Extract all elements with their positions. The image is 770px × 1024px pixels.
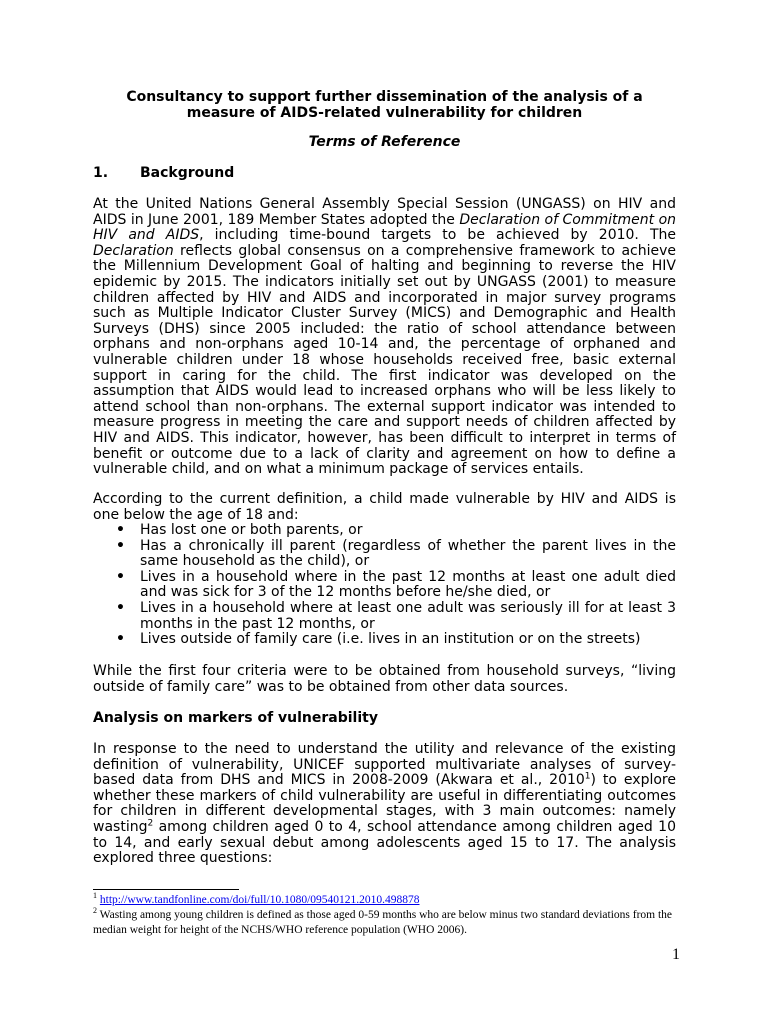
list-item bbox=[93, 570, 676, 601]
footnote-ref-1[interactable]: 1 bbox=[584, 771, 591, 782]
bullet-icon: • bbox=[116, 631, 125, 648]
text-run: , including time-bound targets to be achieved by 2010. The bbox=[199, 227, 676, 244]
section-title: Background bbox=[140, 165, 235, 181]
document-title bbox=[93, 89, 676, 121]
text-run: among children aged 0 to 4, school attendance among children aged 10 to 14, and early sexual debut among adolescents aged 15 to 17. The analysis explored three questions: bbox=[93, 818, 676, 867]
text-run: At the United Nations General Assembly Special Session (UNGASS) on HIV and AIDS in June 2001, 189 Member States adopted the bbox=[93, 196, 676, 228]
background-paragraph bbox=[93, 197, 676, 478]
list-item-text: Has a chronically ill parent (regardless of whether the parent lives in the same household as the child), or bbox=[140, 537, 676, 570]
text-run: reflects global consensus on a comprehensive framework to achieve the Millennium Development Goal of halting and beginning to reverse the HIV epidemic by 2015. The indicators initially set out by UNGASS (2001) to measure children affected by HIV and AIDS and incorporated in major survey programs such as Multiple Indicator Cluster Survey (MICS) and Demographic and Health Surveys (DHS) since 2005 included: the ratio of school attendance between orphans and non-orphans aged 10-14 and, the percentage of orphaned and vulnerable children under 18 whose households received free, basic external support in caring for the child. The first indicator was developed on the assumption that AIDS would lead to increased orphans who will be less likely to attend school than non-orphans. The external support indicator was intended to measure progress in meeting the care and support needs of children affected by HIV and AIDS. This indicator, however, has been difficult to interpret in terms of benefit or outcome due to a lack of clarity and agreement on how to define a vulnerable child, and on what a minimum package of services entails. bbox=[93, 242, 676, 478]
list-item-text: Lives outside of family care (i.e. lives in an institution or on the streets) bbox=[140, 631, 641, 648]
vulnerability-criteria-list bbox=[93, 523, 676, 648]
footnote-ref-2[interactable]: 2 bbox=[147, 818, 154, 829]
section-number: 1. bbox=[93, 165, 109, 181]
title-line-2: measure of AIDS-related vulnerability for children bbox=[186, 105, 583, 121]
page-number: 1 bbox=[672, 946, 680, 963]
text-run: ) to explore whether these markers of child vulnerability are useful in differentiating outcomes for children in different developmental stages, with 3 main outcomes: namely wasting bbox=[93, 772, 676, 835]
list-item-text: Lives in a household where in the past 12 months at least one adult died and was sick for 3 of the 12 months before he/she died, or bbox=[140, 568, 676, 601]
bullet-icon: • bbox=[116, 537, 125, 554]
list-item-text: Lives in a household where at least one adult was seriously ill for at least 3 months in the past 12 months, or bbox=[140, 599, 676, 632]
list-item-text: Has lost one or both parents, or bbox=[140, 522, 363, 538]
text-run: In response to the need to understand the utility and relevance of the existing definition of vulnerability, UNICEF supported multivariate analyses of survey-based data from DHS and MICS in 2008-2009 (Akwara et al., 2010 bbox=[93, 741, 676, 789]
title-line-1: Consultancy to support further dissemination of the analysis of a bbox=[126, 89, 643, 105]
footnote-1 bbox=[93, 893, 676, 908]
terms-of-reference-heading: Terms of Reference bbox=[308, 134, 461, 150]
bullet-icon: • bbox=[116, 568, 125, 585]
definition-paragraph: According to the current definition, a child made vulnerable by HIV and AIDS is one below the age of 18 and: bbox=[93, 491, 676, 523]
footnote-separator bbox=[93, 889, 239, 890]
footnote-mark: 1 bbox=[93, 891, 97, 901]
bullet-icon: • bbox=[116, 599, 125, 616]
list-item bbox=[93, 523, 676, 539]
footnote-mark: 2 bbox=[93, 906, 97, 916]
list-item bbox=[93, 539, 676, 570]
analysis-paragraph bbox=[93, 742, 676, 867]
bullet-icon: • bbox=[116, 522, 125, 538]
italic-declaration: Declaration bbox=[93, 242, 174, 259]
list-item bbox=[93, 601, 676, 632]
footnotes bbox=[93, 893, 676, 938]
footnote-link[interactable]: http://www.tandfonline.com/doi/full/10.1080/09540121.2010.498878 bbox=[99, 894, 420, 906]
footnote-text: Wasting among young children is defined as those aged 0-59 months who are below minus two standard deviations from the median weight for height of the NCHS/WHO reference population (WHO 2006). bbox=[93, 909, 673, 936]
data-sources-paragraph: While the first four criteria were to be obtained from household surveys, “living outside of family care” was to be obtained from other data sources. bbox=[93, 663, 676, 695]
list-item bbox=[93, 632, 676, 648]
subheading-analysis: Analysis on markers of vulnerability bbox=[93, 710, 378, 726]
section-heading-background bbox=[93, 166, 676, 182]
footnote-2 bbox=[93, 908, 676, 938]
italic-declaration-title: Declaration of Commitment on HIV and AIDS bbox=[93, 211, 677, 244]
